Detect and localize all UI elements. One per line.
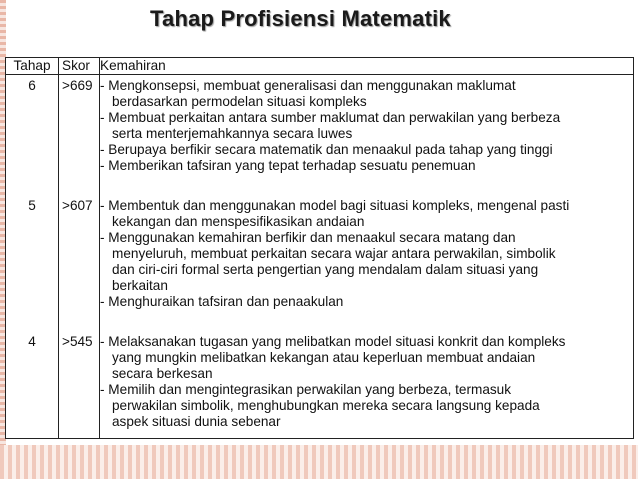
skor-value: >669	[62, 78, 93, 93]
kemahiran-line: secara berkesan	[112, 366, 213, 381]
kemahiran-line: - Membentuk dan menggunakan model bagi situasi kompleks, mengenal pasti	[100, 198, 570, 213]
slide-title: Tahap Profisiensi Matematik	[150, 6, 451, 31]
proficiency-table	[5, 57, 634, 439]
decorative-bottom-stripe	[0, 445, 638, 479]
kemahiran-line: - Memberikan tafsiran yang tepat terhadap sesuatu penemuan	[100, 158, 476, 173]
header-tahap: Tahap	[13, 58, 51, 73]
tahap-value: 4	[28, 334, 36, 349]
tahap-value: 5	[28, 198, 36, 213]
kemahiran-line: - Mengkonsepsi, membuat generalisasi dan menggunakan maklumat	[100, 78, 516, 93]
kemahiran-list	[100, 334, 630, 430]
header-kemahiran: Kemahiran	[100, 58, 166, 73]
kemahiran-line: - Berupaya berfikir secara matematik dan menaakul pada tahap yang tinggi	[100, 142, 553, 157]
column-divider-tahap	[58, 58, 59, 438]
skor-value: >545	[62, 334, 93, 349]
kemahiran-list	[100, 78, 630, 174]
tahap-value: 6	[28, 78, 36, 93]
kemahiran-line: serta menterjemahkannya secara luwes	[112, 126, 353, 141]
table-header	[6, 58, 633, 75]
skor-value: >607	[62, 198, 93, 213]
kemahiran-line: - Menggunakan kemahiran berfikir dan menaakul secara matang dan	[100, 230, 516, 245]
header-skor: Skor	[62, 58, 90, 73]
kemahiran-list	[100, 198, 630, 310]
kemahiran-line: dan ciri-ciri formal serta pengertian yang mendalam dalam situasi yang	[112, 262, 539, 277]
kemahiran-line: menyeluruh, membuat perkaitan secara wajar antara perwakilan, simbolik	[112, 246, 556, 261]
kemahiran-line: aspek situasi dunia sebenar	[112, 414, 281, 429]
kemahiran-line: - Melaksanakan tugasan yang melibatkan model situasi konkrit dan kompleks	[100, 334, 566, 349]
kemahiran-line: - Menghuraikan tafsiran dan penaakulan	[100, 294, 344, 309]
kemahiran-line: - Memilih dan mengintegrasikan perwakilan yang berbeza, termasuk	[100, 382, 512, 397]
kemahiran-line: - Membuat perkaitan antara sumber maklumat dan perwakilan yang berbeza	[100, 110, 561, 125]
kemahiran-line: berdasarkan permodelan situasi kompleks	[112, 94, 367, 109]
kemahiran-line: yang mungkin melibatkan kekangan atau keperluan membuat andaian	[112, 350, 536, 365]
kemahiran-line: perwakilan simbolik, menghubungkan mereka secara langsung kepada	[112, 398, 540, 413]
kemahiran-line: berkaitan	[112, 278, 168, 293]
kemahiran-line: kekangan dan menspesifikasikan andaian	[112, 214, 365, 229]
